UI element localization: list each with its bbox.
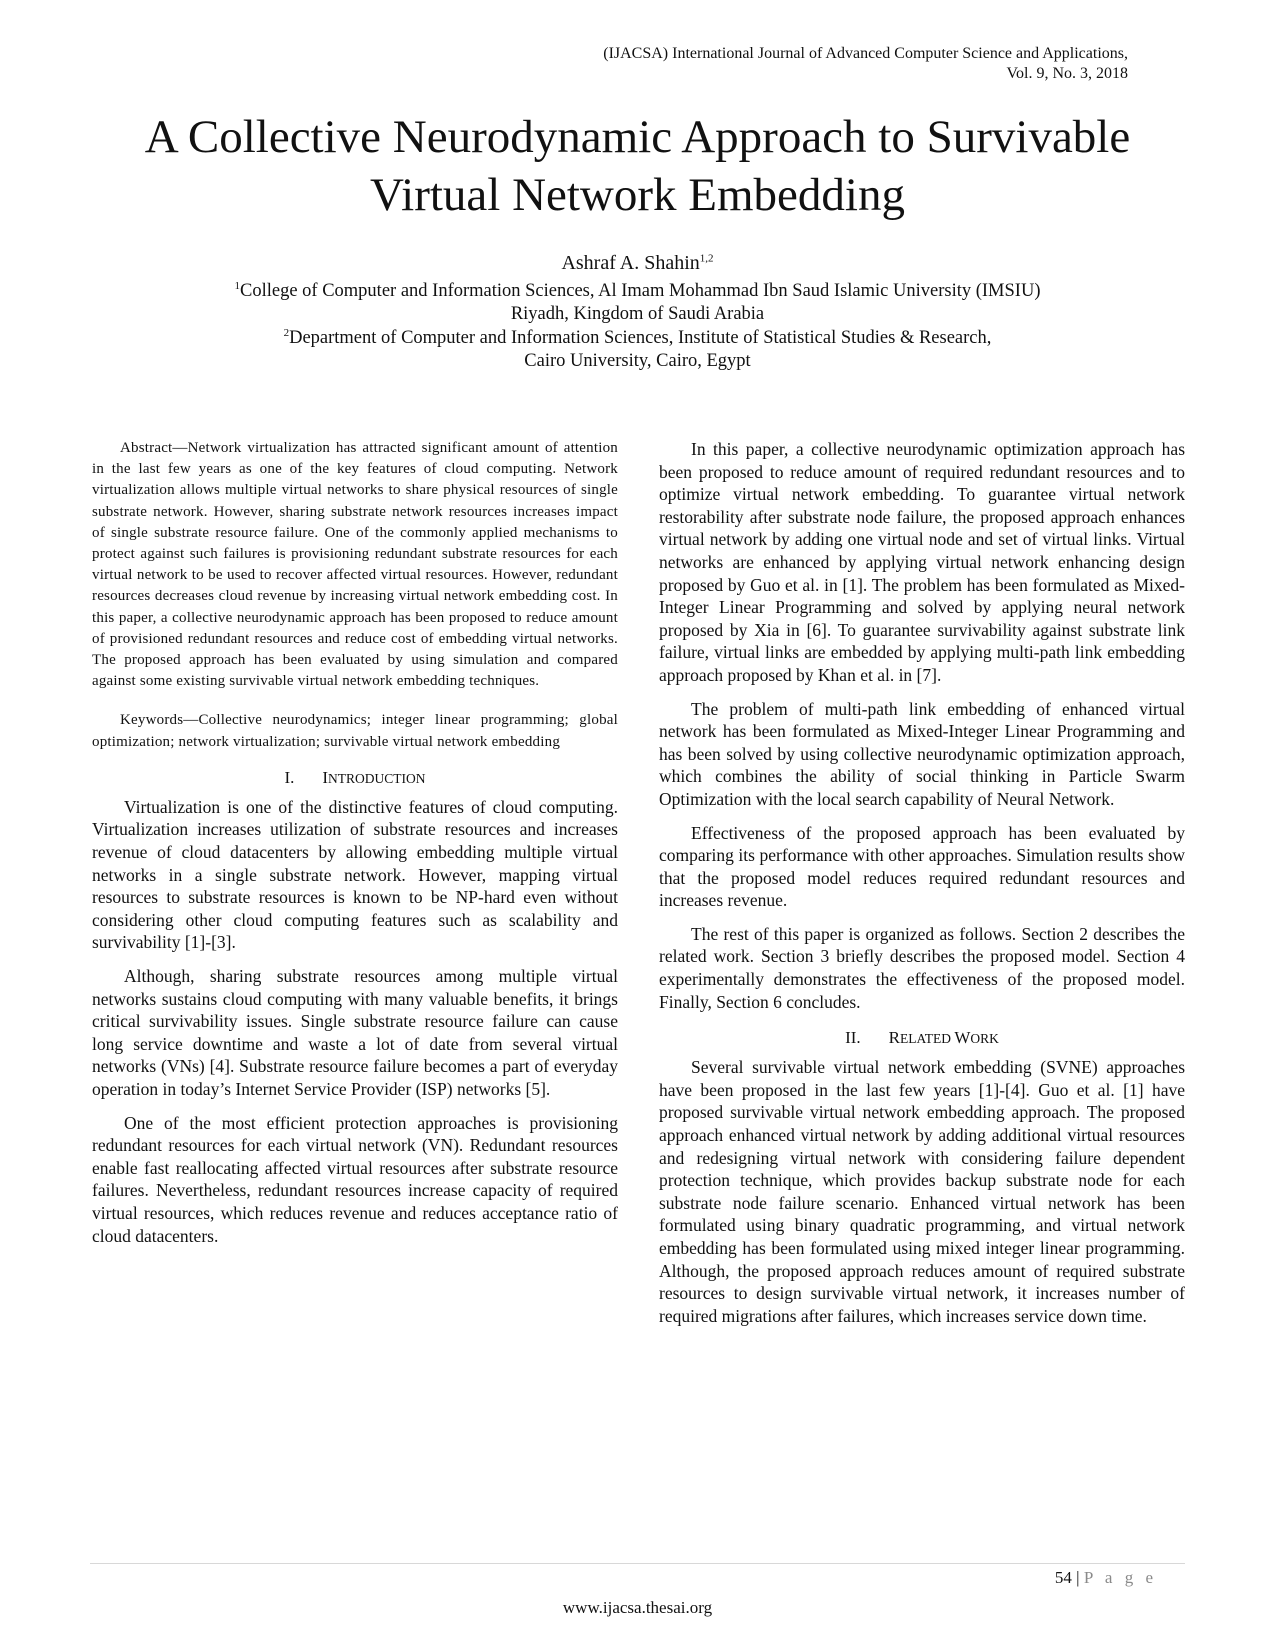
section-title-initial: W	[954, 1028, 971, 1048]
section-heading-related-work	[659, 1027, 1185, 1050]
section-title-rest: ELATED	[899, 1031, 955, 1047]
keywords: Keywords—Collective neurodynamics; integer linear programming; global optimization; network virtualization; survivable virtual network embedding	[92, 712, 618, 750]
section-number: II.	[845, 1028, 861, 1048]
affiliation-1-text: College of Computer and Information Sciences, Al Imam Mohammad Ibn Saud Islamic University (IMSIU)	[240, 280, 1041, 301]
section-title-initial: R	[888, 1028, 900, 1048]
footer-divider	[90, 1563, 1185, 1564]
paragraph: Several survivable virtual network embedding (SVNE) approaches have been proposed in the last few years [1]-[4]. Guo et al. [1] have proposed survivable virtual network embedding approach. The proposed approach enhanced virtual network by adding additional virtual resources and redesigning virtual network with considering failure dependent protection technique, which provides backup substrate node for each substrate node failure scenario. Enhanced virtual network has been formulated using binary quadratic programming, and virtual network embedding has been formulated using mixed integer linear programming. Although, the proposed approach reduces amount of required substrate resources to design survivable virtual network, it increases number of required migrations after failures, which increases service down time.	[659, 1057, 1185, 1326]
affiliation-2-line1	[80, 327, 1195, 351]
paragraph: Effectiveness of the proposed approach has been evaluated by comparing its performance with other approaches. Simulation results show that the proposed model reduces required redundant resources and increases revenue.	[659, 822, 1185, 911]
section-title-initial: I	[322, 767, 329, 787]
affiliation-1-line2: Riyadh, Kingdom of Saudi Arabia	[510, 304, 765, 324]
paragraph: One of the most efficient protection approaches is provisioning redundant resources for each virtual network (VN). Redundant resources enable fast reallocating affected virtual resources after substrate resource failures. Nevertheless, redundant resources increase capacity of required virtual resources, which reduces revenue and reduces acceptance ratio of cloud datacenters.	[92, 1112, 618, 1246]
left-column	[92, 438, 618, 1258]
affiliation-2-text: Department of Computer and Information Sciences, Institute of Statistical Studies & Research,	[289, 327, 992, 348]
section-title-rest: ORK	[970, 1031, 999, 1047]
author-name: Ashraf A. Shahin	[561, 252, 700, 274]
page-word: P a g e	[1083, 1568, 1157, 1587]
section-heading-introduction	[92, 767, 618, 790]
paper-title	[80, 108, 1195, 224]
paper-title-line2: Virtual Network Embedding	[370, 169, 905, 221]
affiliation-1-superscript: 1	[234, 279, 240, 292]
affiliation-1-line1	[80, 280, 1195, 304]
paper-title-line1: A Collective Neurodynamic Approach to Survivable	[144, 111, 1131, 163]
paragraph: The rest of this paper is organized as follows. Section 2 describes the related work. Section 3 briefly describes the proposed model. Section 4 experimentally demonstrates the effectiveness of the proposed model. Finally, Section 6 concludes.	[659, 923, 1185, 1012]
paragraph: The problem of multi-path link embedding of enhanced virtual network has been formulated as Mixed-Integer Linear Programming and has been solved by using collective neurodynamic optimization approach, which combines the ability of social thinking in Particle Swarm Optimization with the local search capability of Neural Network.	[659, 698, 1185, 809]
section-title-rest: NTRODUCTION	[328, 770, 426, 786]
paragraph: In this paper, a collective neurodynamic optimization approach has been proposed to reduce amount of required redundant resources and to optimize virtual network embedding. To guarantee virtual network restorability after substrate node failure, the proposed approach enhances virtual network by adding one virtual node and set of virtual links. Virtual networks are enhanced by applying virtual network enhancing design proposed by Guo et al. in [1]. The problem has been formulated as Mixed-Integer Linear Programming and solved by applying neural network proposed by Xia in [6]. To guarantee survivability against substrate link failure, virtual links are embedded by applying multi-path link embedding approach proposed by Khan et al. in [7].	[659, 439, 1185, 685]
author-block	[80, 252, 1195, 374]
affiliation-2-line2: Cairo University, Cairo, Egypt	[524, 351, 751, 371]
page-separator: |	[1071, 1568, 1084, 1587]
journal-header-line1: (IJACSA) International Journal of Advanced Computer Science and Applications,	[603, 45, 1128, 62]
section-number: I.	[284, 767, 295, 787]
abstract: Abstract—Network virtualization has attracted significant amount of attention in the last few years as one of the key features of cloud computing. Network virtualization allows multiple virtual networks to share physical resources of single substrate network. However, sharing substrate network resources increases impact of single substrate resource failure. One of the commonly applied mechanisms to protect against such failures is provisioning redundant substrate resources for each virtual network to be used to recover affected virtual resources. However, redundant resources decreases cloud revenue by increasing virtual network embedding cost. In this paper, a collective neurodynamic approach has been proposed to reduce amount of provisioned redundant resources and reduce cost of embedding virtual networks. The proposed approach has been evaluated by using simulation and compared against some existing survivable virtual network embedding techniques.	[92, 440, 618, 690]
author-name-superscript: 1,2	[699, 252, 714, 265]
journal-website: www.ijacsa.thesai.org	[562, 1598, 713, 1617]
paragraph: Although, sharing substrate resources among multiple virtual networks sustains cloud computing with many valuable benefits, it brings critical survivability issues. Single substrate resource failure can cause long service downtime and waste a lot of date from several virtual networks (VNs) [4]. Substrate resource failure becomes a part of everyday operation in today’s Internet Service Provider (ISP) networks [5].	[92, 966, 618, 1099]
journal-header-line2: Vol. 9, No. 3, 2018	[1006, 65, 1128, 82]
page-number-value: 54	[1054, 1568, 1072, 1587]
page-number	[1055, 1568, 1157, 1588]
paragraph: Virtualization is one of the distinctive features of cloud computing. Virtualization increases utilization of substrate resources and increases revenue of cloud datacenters by allowing embedding multiple virtual networks in a single substrate network. However, mapping virtual resources to substrate resources is known to be NP-hard even without considering other cloud computing features such as scalability and survivability [1]-[3].	[92, 796, 618, 953]
affiliation-2-superscript: 2	[283, 326, 290, 339]
journal-header	[603, 44, 1128, 84]
right-column	[659, 438, 1185, 1338]
author-name-line	[80, 252, 1195, 276]
